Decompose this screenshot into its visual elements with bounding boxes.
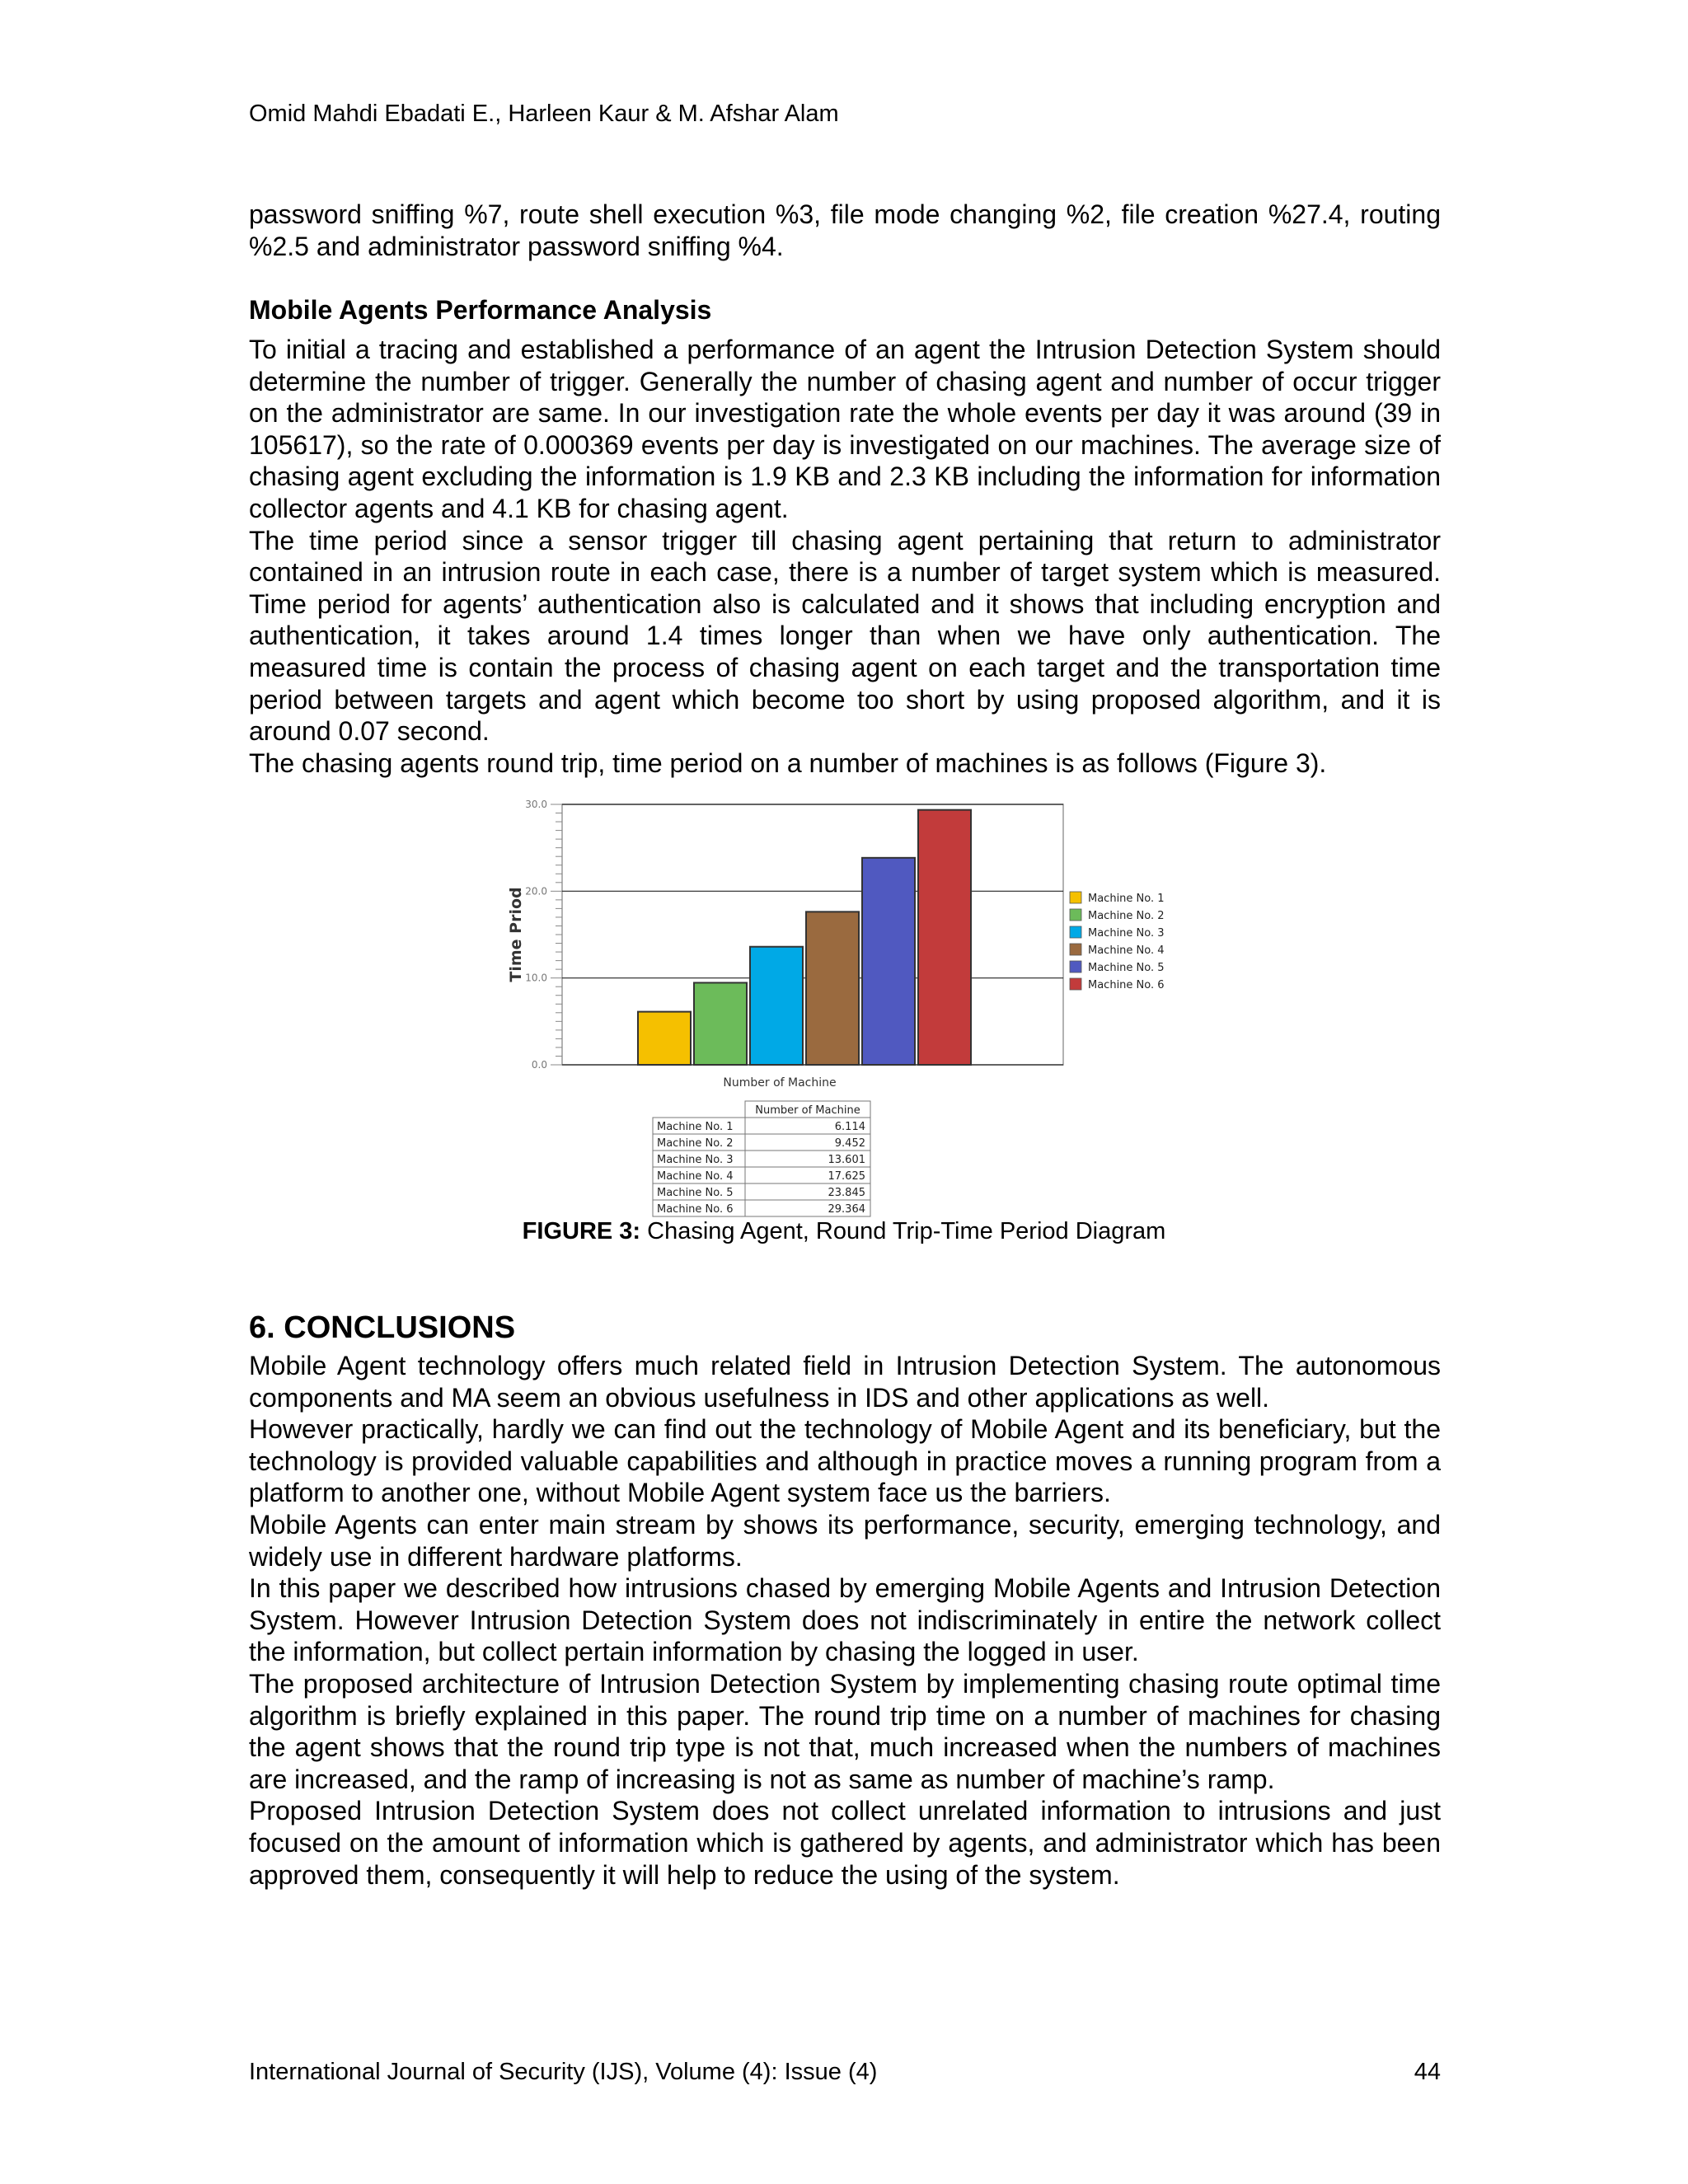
figure-caption <box>0 1216 1688 1246</box>
table-row-value: 23.845 <box>828 1187 865 1199</box>
legend-label: Machine No. 2 <box>1088 910 1165 922</box>
bar-4 <box>806 912 859 1065</box>
bar-6 <box>918 810 971 1065</box>
page-footer <box>249 2057 1441 2087</box>
conclusions-paragraph: Mobile Agent technology offers much related field in Intrusion Detection System. The autonomous components and MA seem an obvious usefulness in IDS and other applications as well. <box>249 1351 1441 1413</box>
table-row-label: Machine No. 1 <box>657 1121 734 1133</box>
table-row-value: 13.601 <box>828 1154 865 1166</box>
journal-citation: International Journal of Security (IJS), Volume (4): Issue (4) <box>249 2059 878 2085</box>
bar-1 <box>638 1012 691 1065</box>
table-row-value: 17.625 <box>828 1170 865 1183</box>
y-tick-label: 10.0 <box>525 972 547 984</box>
conclusions-section <box>249 1309 1441 1891</box>
y-tick-label: 30.0 <box>525 799 547 810</box>
figure-label: FIGURE 3: <box>522 1218 641 1244</box>
legend-label: Machine No. 6 <box>1088 979 1165 991</box>
performance-paragraph: The time period since a sensor trigger till chasing agent pertaining that return to administrator contained in an intrusion route in each case, there is a number of target system which is measured. Time period for agents’ authentication also is calculated and it shows that including encryption and authentication, it takes around 1.4 times longer than when we have only authentication. The measured time is contain the process of chasing agent on each target and the transportation time period between targets and agent which become too short by using proposed algorithm, and it is around 0.07 second. <box>249 525 1441 747</box>
legend-swatch <box>1070 961 1081 972</box>
bar-2 <box>694 982 747 1065</box>
legend-label: Machine No. 1 <box>1088 893 1165 905</box>
y-tick-label: 0.0 <box>531 1059 547 1071</box>
legend-label: Machine No. 5 <box>1088 962 1165 974</box>
legend-swatch <box>1070 926 1081 938</box>
table-row-label: Machine No. 5 <box>657 1187 734 1199</box>
bar-5 <box>862 858 915 1065</box>
table-header: Number of Machine <box>755 1104 860 1117</box>
legend-swatch <box>1070 978 1081 990</box>
legend-swatch <box>1070 892 1081 903</box>
conclusions-paragraph: Proposed Intrusion Detection System does not collect unrelated information to intrusions and just focused on the amount of information which is gathered by agents, and administrator which has been approved them, consequently it will help to reduce the using of the system. <box>249 1796 1441 1890</box>
page-number: 44 <box>1414 2059 1441 2085</box>
conclusions-paragraph: The proposed architecture of Intrusion Detection System by implementing chasing route optimal time algorithm is briefly explained in this paper. The round trip time on a number of machines for chasing the agent shows that the round trip type is not that, much increased when the numbers of machines are increased, and the ramp of increasing is not as same as number of machine’s ramp. <box>249 1668 1441 1794</box>
table-row-value: 9.452 <box>834 1137 865 1150</box>
performance-section <box>249 294 1441 779</box>
table-row-value: 6.114 <box>834 1121 865 1133</box>
conclusions-heading: 6. CONCLUSIONS <box>249 1310 516 1345</box>
conclusions-paragraph: In this paper we described how intrusions chased by emerging Mobile Agents and Intrusion Detection System. However Intrusion Detection System does not indiscriminately in entire the network collect the information, but collect pertain information by chasing the logged in user. <box>249 1573 1441 1667</box>
conclusions-paragraph: Mobile Agents can enter main stream by shows its performance, security, emerging technology, and widely use in different hardware platforms. <box>249 1509 1441 1572</box>
table-row-value: 29.364 <box>828 1203 865 1216</box>
intro-paragraph: password sniffing %7, route shell execution %3, file mode changing %2, file creation %27.4, routing %2.5 and administrator password sniffing %4. <box>249 199 1441 261</box>
intro-block <box>249 199 1441 262</box>
x-axis-label: Number of Machine <box>723 1076 837 1090</box>
table-row-label: Machine No. 4 <box>657 1170 734 1183</box>
legend-swatch <box>1070 909 1081 921</box>
legend-label: Machine No. 3 <box>1088 927 1165 940</box>
legend-swatch <box>1070 944 1081 955</box>
y-axis-label: Time Priod <box>507 887 525 982</box>
performance-paragraph: To initial a tracing and established a performance of an agent the Intrusion Detection System should determine the number of trigger. Generally the number of chasing agent and number of occur trigger on the administrator are same. In our investigation rate the whole events per day it was around (39 in 105617), so the rate of 0.000369 events per day is investigated on our machines. The average size of chasing agent excluding the information is 1.9 KB and 2.3 KB including the information for information collector agents and 4.1 KB for chasing agent. <box>249 335 1441 523</box>
section-heading: Mobile Agents Performance Analysis <box>249 295 712 325</box>
table-row-label: Machine No. 6 <box>657 1203 734 1216</box>
figure-caption-text: Chasing Agent, Round Trip-Time Period Diagram <box>640 1218 1166 1244</box>
running-header: Omid Mahdi Ebadati E., Harleen Kaur & M. Afshar Alam <box>249 101 839 127</box>
bar-3 <box>750 947 803 1065</box>
table-row-label: Machine No. 3 <box>657 1154 734 1166</box>
legend-label: Machine No. 4 <box>1088 944 1165 957</box>
y-tick-label: 20.0 <box>525 885 547 898</box>
conclusions-paragraph: However practically, hardly we can find out the technology of Mobile Agent and its beneficiary, but the technology is provided valuable capabilities and although in practice moves a running program from a platform to another one, without Mobile Agent system face us the barriers. <box>249 1414 1441 1508</box>
figure-chart <box>495 791 1203 1220</box>
table-row-label: Machine No. 2 <box>657 1137 734 1150</box>
performance-paragraph: The chasing agents round trip, time period on a number of machines is as follows (Figure 3). <box>249 748 1327 778</box>
